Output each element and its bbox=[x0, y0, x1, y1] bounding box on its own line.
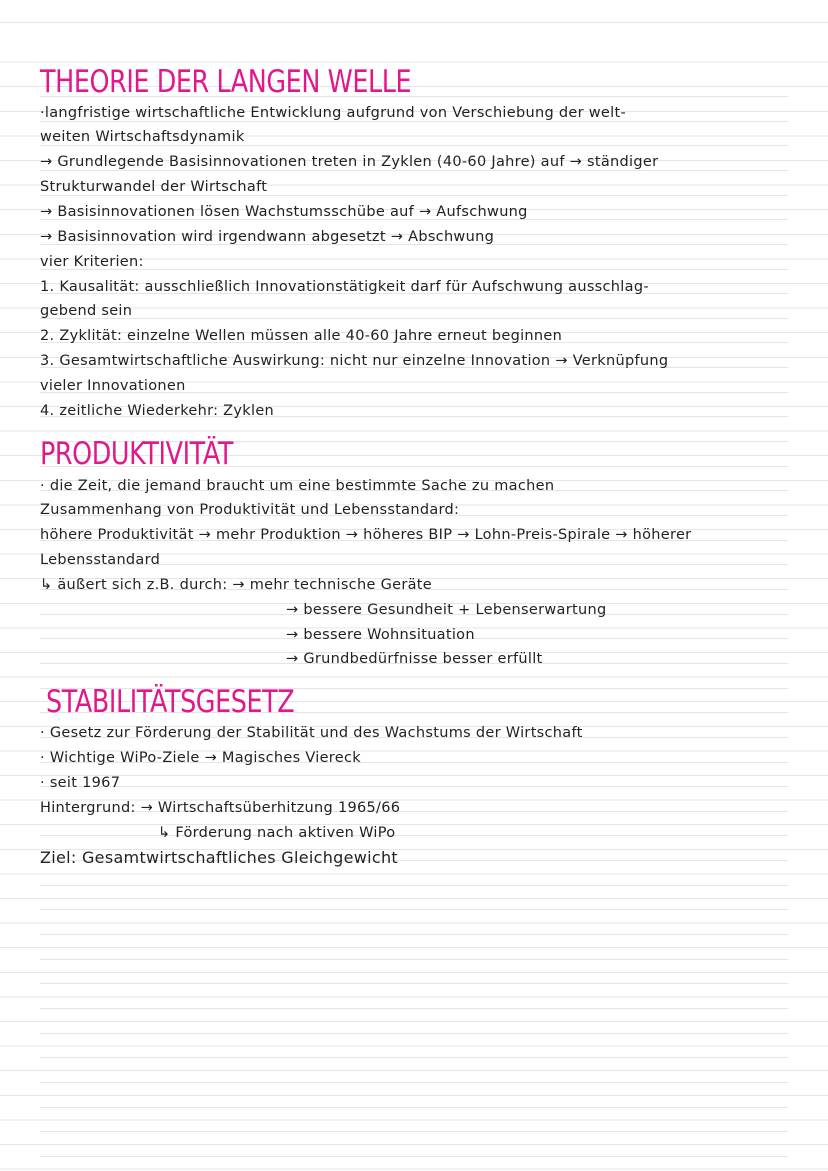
text-line: vier Kriterien: bbox=[40, 254, 144, 270]
text-line: → Basisinnovationen lösen Wachstumsschübe auf → Aufschwung bbox=[40, 204, 528, 220]
text-line: · Wichtige WiPo-Ziele → Magisches Viereck bbox=[40, 750, 361, 766]
ruled-line bbox=[40, 1057, 788, 1058]
text-line: → Grundlegende Basisinnovationen treten in Zyklen (40-60 Jahre) auf → ständiger bbox=[40, 154, 659, 170]
text-line: → bessere Wohnsituation bbox=[286, 627, 475, 643]
text-line: Zusammenhang von Produktivität und Lebensstandard: bbox=[40, 502, 460, 518]
text-line: höhere Produktivität → mehr Produktion → höheres BIP → Lohn-Preis-Spirale → höherer bbox=[40, 527, 692, 543]
text-line: ↳ Förderung nach aktiven WiPo bbox=[158, 825, 396, 841]
text-line: Strukturwandel der Wirtschaft bbox=[40, 179, 268, 195]
ruled-line bbox=[40, 934, 788, 935]
ruled-line bbox=[40, 909, 788, 910]
text-line: Ziel: Gesamtwirtschaftliches Gleichgewicht bbox=[40, 848, 399, 867]
text-line: · Gesetz zur Förderung der Stabilität und des Wachstums der Wirtschaft bbox=[40, 725, 583, 741]
text-line: → Basisinnovation wird irgendwann abgesetzt → Abschwung bbox=[40, 229, 495, 245]
ruled-line bbox=[40, 885, 788, 886]
ruled-line bbox=[40, 1033, 788, 1034]
text-line: → Grundbedürfnisse besser erfüllt bbox=[286, 651, 543, 667]
text-line: Lebensstandard bbox=[40, 552, 161, 568]
ruled-line bbox=[40, 959, 788, 960]
text-line: · die Zeit, die jemand braucht um eine bestimmte Sache zu machen bbox=[40, 478, 555, 494]
text-line: ·langfristige wirtschaftliche Entwicklung aufgrund von Verschiebung der welt- bbox=[40, 105, 627, 121]
ruled-line bbox=[40, 1156, 788, 1157]
section-title-lange-welle: THEORIE DER LANGEN WELLE bbox=[40, 64, 412, 100]
text-line: ↳ äußert sich z.B. durch: → mehr technische Geräte bbox=[40, 577, 432, 593]
ruled-line bbox=[40, 1082, 788, 1083]
text-line: Hintergrund: → Wirtschaftsüberhitzung 1965/66 bbox=[40, 800, 401, 816]
text-line: → bessere Gesundheit + Lebenserwartung bbox=[286, 602, 607, 618]
ruled-line bbox=[40, 786, 788, 787]
ruled-line bbox=[40, 983, 788, 984]
text-line: 1. Kausalität: ausschließlich Innovationstätigkeit darf für Aufschwung ausschlag- bbox=[40, 279, 649, 295]
text-line: · seit 1967 bbox=[40, 775, 121, 791]
text-line: vieler Innovationen bbox=[40, 378, 186, 394]
text-line: gebend sein bbox=[40, 303, 133, 319]
text-line: 2. Zyklität: einzelne Wellen müssen alle 40-60 Jahre erneut beginnen bbox=[40, 328, 563, 344]
ruled-line bbox=[40, 318, 788, 319]
text-line: 4. zeitliche Wiederkehr: Zyklen bbox=[40, 403, 275, 419]
section-title-stabilitaetsgesetz: STABILITÄTSGESETZ bbox=[46, 684, 295, 720]
ruled-line bbox=[40, 269, 788, 270]
ruled-line bbox=[40, 1107, 788, 1108]
ruled-line bbox=[40, 1131, 788, 1132]
ruled-line bbox=[40, 835, 788, 836]
section-title-produktivitaet: PRODUKTIVITÄT bbox=[40, 436, 233, 472]
text-line: 3. Gesamtwirtschaftliche Auswirkung: nicht nur einzelne Innovation → Verknüpfung bbox=[40, 353, 669, 369]
ruled-line bbox=[40, 1008, 788, 1009]
text-line: weiten Wirtschaftsdynamik bbox=[40, 129, 245, 145]
